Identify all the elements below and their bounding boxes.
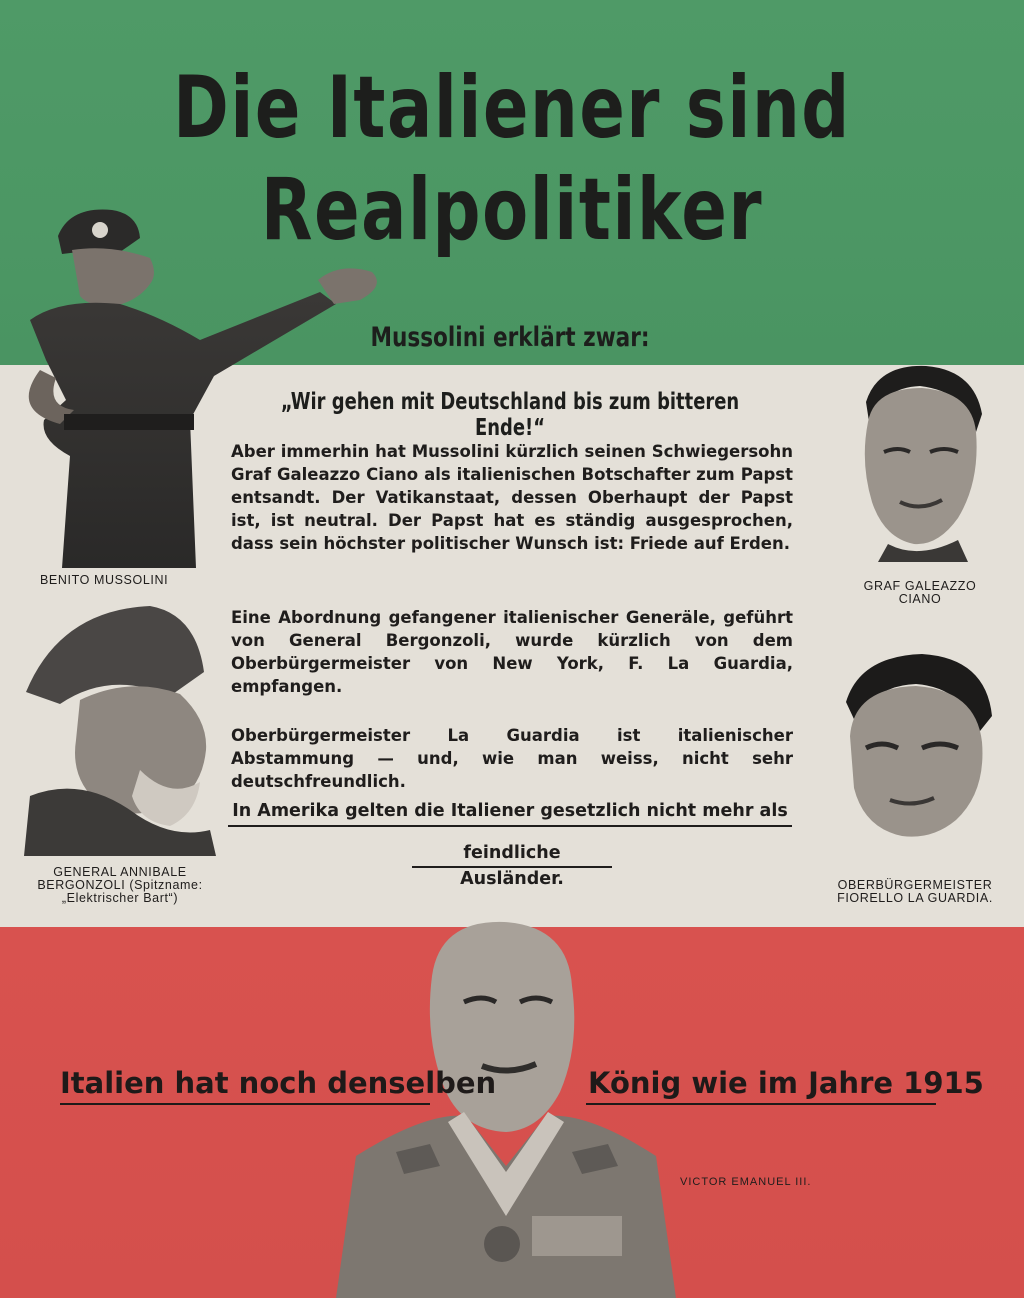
caption-ciano-line-2: CIANO xyxy=(898,592,942,606)
emphasis-line-1: In Amerika gelten die Italiener gesetzlich nicht mehr als xyxy=(232,801,788,821)
victor-emanuel-photo xyxy=(336,916,676,1298)
caption-victor-emanuel: VICTOR EMANUEL III. xyxy=(680,1176,812,1188)
mussolini-quote: „Wir gehen mit Deutschland bis zum bitteren Ende!“ xyxy=(280,389,740,441)
emphasis-underline-1 xyxy=(228,825,792,827)
subhead: Mussolini erklärt zwar: xyxy=(370,322,650,353)
paragraph-bergonzoli: Eine Abordnung gefangener italienischer Generäle, geführt von General Bergonzoli, wurde kürzlich von dem Oberbürgermeister von New York, F. La Guardia, empfangen. xyxy=(231,608,793,696)
caption-la-guardia-line-1: OBERBÜRGERMEISTER xyxy=(837,878,993,892)
caption-la-guardia-line-2: FIORELLO LA GUARDIA. xyxy=(837,891,993,905)
emphasis-underline-2 xyxy=(412,866,612,868)
caption-la-guardia xyxy=(820,879,1010,905)
king-slogan-right-underline xyxy=(586,1103,936,1105)
paragraph-la-guardia: Oberbürgermeister La Guardia ist italienischer Abstammung — und, wie man weiss, nicht sehr deutschfreundlich. xyxy=(231,726,793,791)
king-slogan-left: Italien hat noch denselben xyxy=(60,1066,497,1100)
ciano-photo xyxy=(848,362,988,562)
bergonzoli-photo xyxy=(20,600,220,856)
caption-mussolini: BENITO MUSSOLINI xyxy=(40,573,169,587)
headline-line-1: Die Italiener sind xyxy=(173,58,851,158)
headline-line-2: Realpolitiker xyxy=(260,160,764,260)
caption-bergonzoli xyxy=(25,866,215,905)
paragraph-ciano: Aber immerhin hat Mussolini kürzlich seinen Schwiegersohn Graf Galeazzo Ciano als italienischen Botschafter zum Papst entsandt. Der Vatikanstaat, dessen Oberhaupt der Papst ist, ist neutral. Der Papst hat es ständig ausgesprochen, dass sein höchster politischer Wunsch ist: Friede auf Erden. xyxy=(231,442,793,553)
king-slogan-left-underline xyxy=(60,1103,430,1105)
la-guardia-photo xyxy=(836,652,996,842)
caption-bergonzoli-line-2: BERGONZOLI (Spitzname: xyxy=(37,878,203,892)
caption-bergonzoli-line-1: GENERAL ANNIBALE xyxy=(53,865,187,879)
emphasis-line-2: feindliche Ausländer. xyxy=(460,843,564,889)
caption-ciano-line-1: GRAF GALEAZZO xyxy=(863,579,977,593)
caption-ciano xyxy=(840,580,1000,606)
king-slogan-right: König wie im Jahre 1915 xyxy=(588,1066,984,1100)
caption-bergonzoli-line-3: „Elektrischer Bart“) xyxy=(61,891,179,905)
